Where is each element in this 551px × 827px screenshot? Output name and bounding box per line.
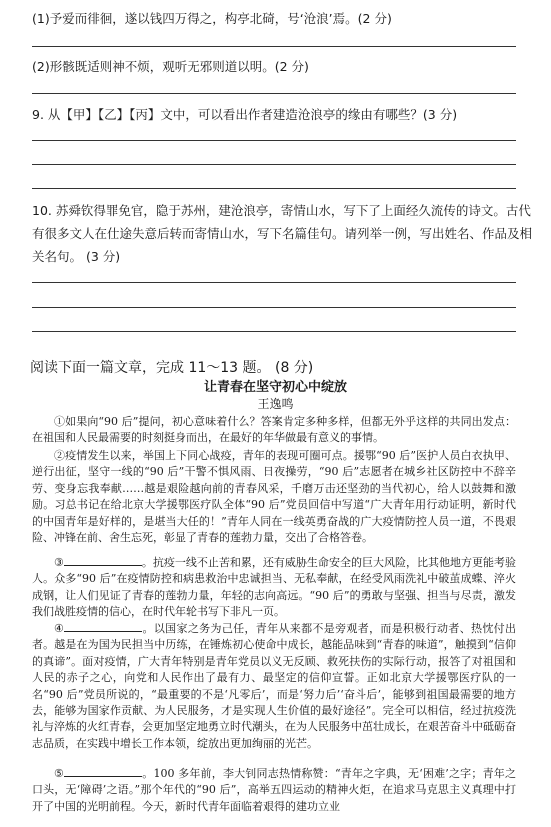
answer-line[interactable] [32,93,516,94]
reading-instruction: 阅读下面一篇文章，完成 11～13 题。 (8 分) [30,360,314,376]
q10-line-2: 有很多文人在仕途失意后转而寄情山水，写下名篇佳句。请列举一例，写出姓名、作品及相 [32,226,533,241]
paragraph-3-number: ③ [54,556,64,569]
paragraph-5-number: ⑤ [54,767,65,780]
q8-item-2: (2)形骸既适则神不烦，观听无邪则道以明。(2 分) [32,59,309,74]
paragraph-3 [32,555,516,621]
paragraph-1-text: ①如果向“90 后”提问，初心意味着什么？答案肯定多种多样，但都无外乎这样的共同出发点：在祖国和人民最需要的时刻挺身而出，在最好的年华做最有意义的事情。 [32,415,516,445]
answer-line[interactable] [32,46,516,47]
paragraph-5 [32,766,516,815]
paragraph-2 [32,448,516,546]
fill-blank-5[interactable] [64,766,142,777]
fill-blank-4[interactable] [64,621,142,632]
paragraph-4-number: ④ [54,622,65,635]
paragraph-5-text: 。100 多年前，李大钊同志热情称赞：“青年之字典，无‘困难’之字；青年之口头，无‘障碍’之语。”那个年代的“90 后”，高举五四运动的精神火炬，在追求马克思主义真理中打开了中国的光明前程。今天，新时代青年面临着艰得的建功立业 [32,767,516,813]
answer-line[interactable] [32,331,516,332]
article-author: 王逸鸣 [257,397,294,411]
article-title: 让青春在坚守初心中绽放 [203,380,347,395]
paragraph-1 [32,414,516,447]
answer-line[interactable] [32,307,516,308]
paragraph-3-text: 。抗疫一线不止苦和累，还有威胁生命安全的巨大风险，比其他地方更能考验人。众多“90 后”在疫情防控和病患救治中忠诚担当、无私奉献，在经受风雨洗礼中破茧成蝶、淬火成钢，让人们见证了青春的莲勃力量，年轻的志向高远。“90 后”的勇敢与坚强、担当与尽责，激发我们战胜疫情的信心，在时代年轮书写下非凡一页。 [32,556,516,619]
q9-text: 9. 从【甲】【乙】【丙】文中，可以看出作者建造沧浪亭的缘由有哪些？(3 分) [32,107,458,122]
q10-line-3: 关名句。 (3 分) [32,249,121,264]
answer-line[interactable] [32,188,516,189]
paragraph-4-text: 。以国家之务为己任，青年从来都不是旁观者，而是积极行动者、热忱付出者。越是在为国为民担当中历练，在锤炼初心使命中成长，越能品味到“青春的味道”，触摸到“信仰的真谛”。面对疫情，广大青年特别是青年党员以义无反顾、救死扶伤的实际行动，报答了对祖国和人民的赤子之心，向党和人民作出了最有力、最坚定的信仰宣誓。正如北京大学援鄂医疗队的一名“90 后”党员所说的，“最重要的不是‘凡零后’，而是‘努力后’‘奋斗后’，能够到祖国最需要的地方去，能够为国家作贡献、为人民服务，才是实现人生价值的最好途径”。完全可以相信，经过抗疫洗礼与淬炼的火红青春，会更加坚定地勇立时代潮头，在为人民服务中茁壮成长，在艰苦奋斗中砥砺奋志品质，在实践中增长工作本领，绽放出更加绚丽的光芒。 [32,622,516,750]
answer-line[interactable] [32,140,516,141]
q8-item-1: (1)予爱而徘徊，遂以钱四万得之，构亭北碕，号‘沧浪’焉。(2 分) [32,11,392,26]
answer-line[interactable] [32,282,516,283]
q10-line-1: 10. 苏舜钦得罪免官，隐于苏州，建沧浪亭，寄情山水，写下了上面经久流传的诗文。古代 [32,203,531,218]
fill-blank-3[interactable] [64,555,142,566]
paragraph-2-text: ②疫情发生以来，举国上下同心战疫，青年的表现可圈可点。援鄂“90 后”医护人员白衣执甲、逆行出征，坚守一线的“90 后”干警不惧风雨、日夜操劳，“90 后”志愿者在城乡社区防控中不辞辛劳、变身忘我奉献……越是艰险越向前的青春风采，千磨万击还坚劲的当代初心，给人以鼓舞和激励。习总书记在给北京大学援鄂医疗队全体“90 后”党员回信中写道“广大青年用行动证明，新时代的中国青年是好样的，是堪当大任的！”青年人同在一线英勇奋战的广大疫情防控人员一道，不畏艰险、冲锋在前、舍生忘死，彰显了青春的莲勃力量，交出了合格答卷。 [32,449,516,545]
answer-line[interactable] [32,164,516,165]
paragraph-4 [32,621,516,752]
